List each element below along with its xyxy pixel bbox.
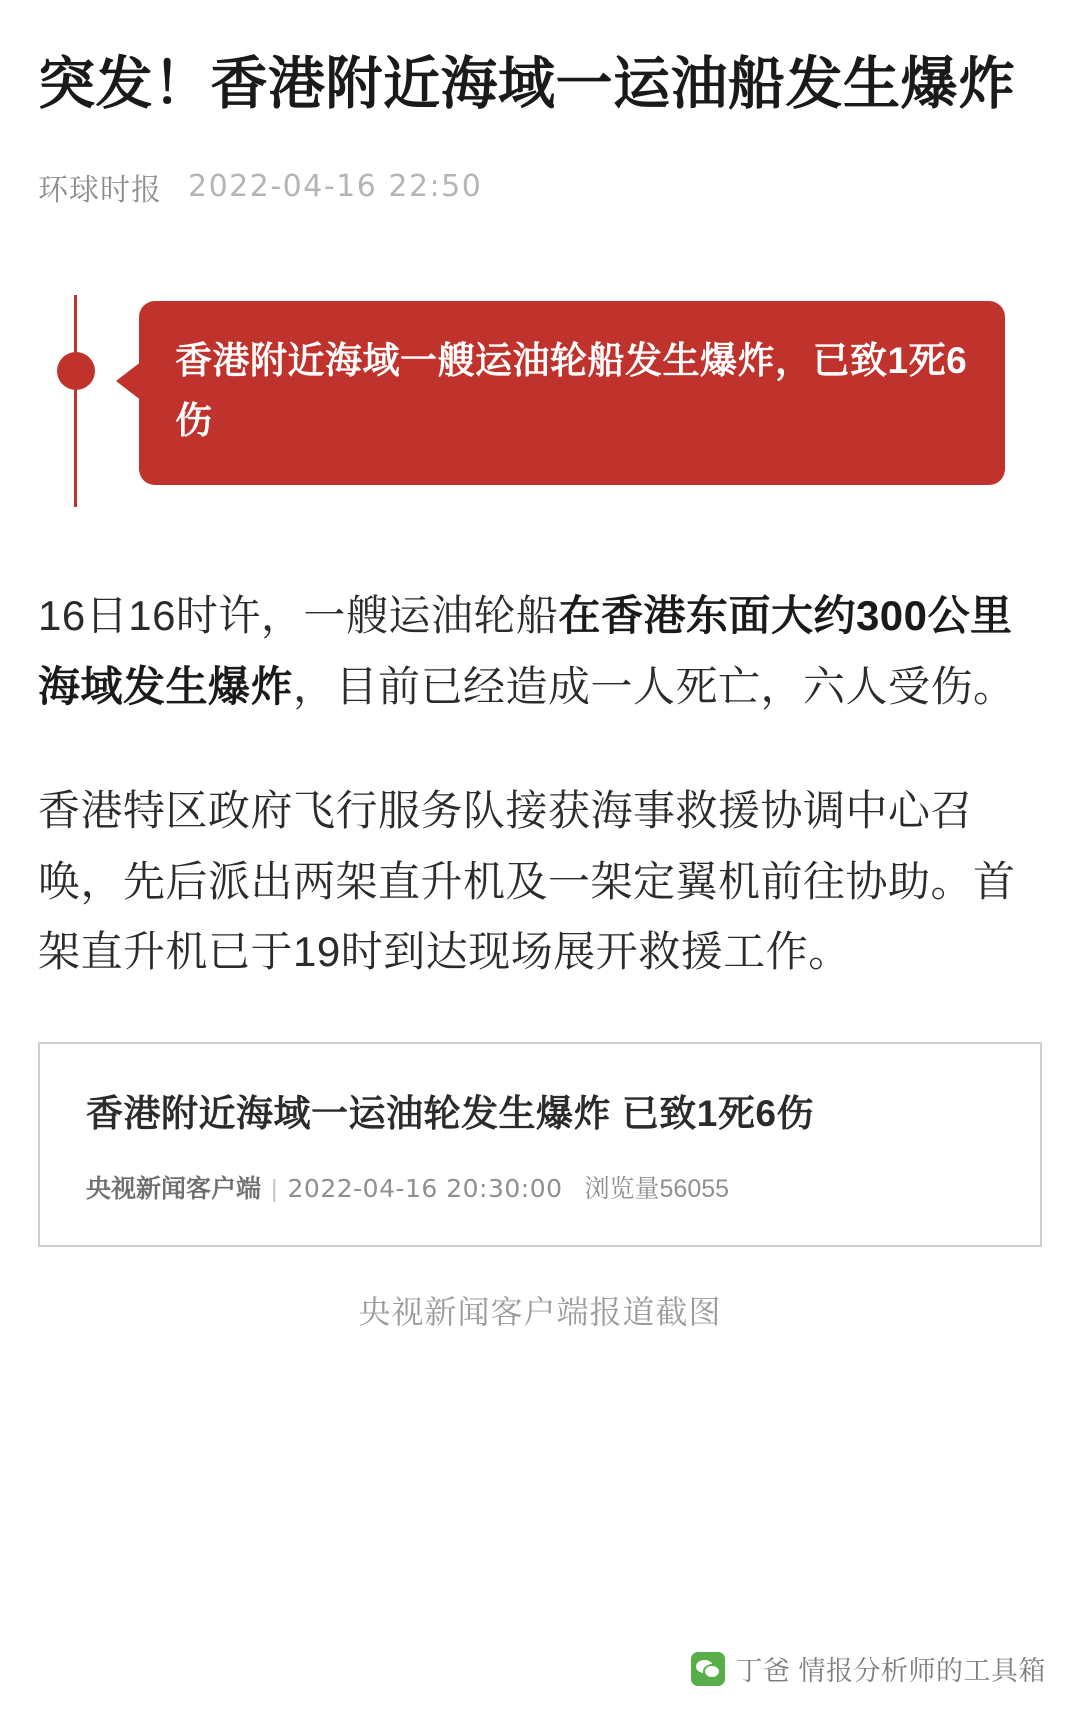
wechat-icon: [691, 1652, 725, 1686]
screenshot-meta-separator: |: [271, 1175, 278, 1204]
article-body: [38, 581, 1042, 988]
screenshot-date: 2022-04-16 20:30:00: [287, 1174, 563, 1204]
figure-caption: 央视新闻客户端报道截图: [358, 1294, 722, 1331]
screenshot-source: 央视新闻客户端: [86, 1175, 262, 1204]
callout-text: 香港附近海域一艘运油轮船发生爆炸，已致1死6伤: [175, 339, 968, 441]
paragraph-text: 香港特区政府飞行服务队接获海事救援协调中心召唤，先后派出两架直升机及一架定翼机前往协助。首架直升机已于19时到达现场展开救援工作。: [38, 787, 1016, 976]
callout-dot-icon: [57, 352, 95, 390]
watermark: [691, 1649, 1046, 1688]
callout-block: [38, 295, 1042, 507]
paragraph-text: 16日16时许，一艘运油轮船: [38, 591, 559, 639]
screenshot-meta: [86, 1169, 994, 1205]
embedded-screenshot: [38, 1042, 1042, 1248]
watermark-text: 丁爸 情报分析师的工具箱: [735, 1656, 1046, 1686]
callout-bubble: [139, 301, 1005, 485]
byline: [38, 165, 1042, 209]
paragraph-emphasis: 在香港东面大约300公里海域发生爆炸: [38, 591, 1013, 710]
callout-rail: [74, 295, 77, 507]
article-source: 环球时报: [38, 173, 162, 207]
paragraph: [38, 581, 1042, 722]
screenshot-views: 浏览量56055: [584, 1175, 730, 1204]
paragraph-text: ，目前已经造成一人死亡，六人受伤。: [293, 662, 1016, 710]
paragraph: [38, 776, 1042, 988]
article-timestamp: 2022-04-16 22:50: [188, 169, 483, 205]
screenshot-title: 香港附近海域一运油轮发生爆炸 已致1死6伤: [86, 1092, 814, 1134]
page-title: 突发！香港附近海域一运油船发生爆炸: [38, 52, 1016, 116]
